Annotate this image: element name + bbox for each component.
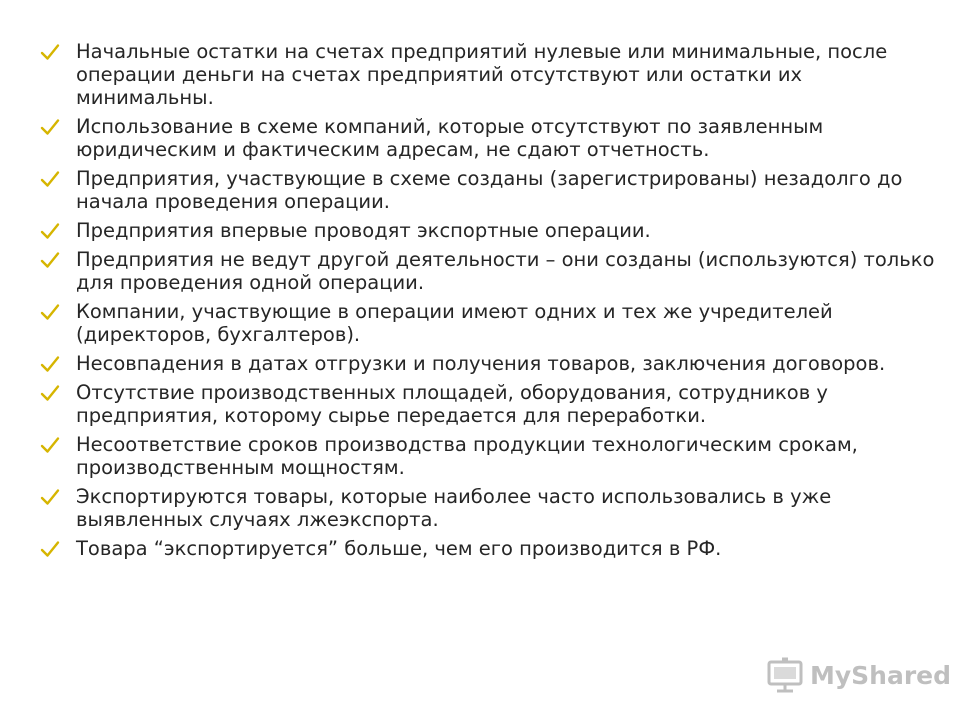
checkmark-icon [40, 42, 60, 62]
bullet-text: Предприятия, участвующие в схеме созданы (зарегистрированы) незадолго до начала проведения операции. [76, 167, 903, 213]
checkmark-icon [40, 221, 60, 241]
bullet-text: Товара “экспортируется” больше, чем его производится в РФ. [76, 537, 722, 560]
bullet-item [40, 433, 935, 479]
bullet-item [40, 485, 935, 531]
bullet-text: Начальные остатки на счетах предприятий нулевые или минимальные, после операции деньги на счетах предприятий отсутствуют или остатки их минимальны. [76, 40, 888, 109]
bullet-list [40, 40, 935, 560]
bullet-text: Отсутствие производственных площадей, оборудования, сотрудников у предприятия, которому сырье передается для переработки. [76, 381, 828, 427]
bullet-text: Использование в схеме компаний, которые отсутствуют по заявленным юридическим и фактическим адресам, не сдают отчетность. [76, 115, 824, 161]
bullet-item [40, 248, 935, 294]
checkmark-icon [40, 302, 60, 322]
watermark [766, 656, 951, 694]
watermark-text: MyShared [810, 660, 952, 690]
bullet-text: Предприятия впервые проводят экспортные операции. [76, 219, 651, 242]
checkmark-icon [40, 435, 60, 455]
checkmark-icon [40, 250, 60, 270]
bullet-item [40, 352, 935, 375]
checkmark-icon [40, 354, 60, 374]
checkmark-icon [40, 487, 60, 507]
bullet-item [40, 300, 935, 346]
presentation-board-icon [766, 656, 804, 694]
bullet-text: Экспортируются товары, которые наиболее часто использовались в уже выявленных случаях лжеэкспорта. [76, 485, 832, 531]
bullet-item [40, 40, 935, 109]
checkmark-icon [40, 539, 60, 559]
bullet-item [40, 219, 935, 242]
bullet-item [40, 167, 935, 213]
checkmark-icon [40, 383, 60, 403]
bullet-text: Несоответствие сроков производства продукции технологическим срокам, производственным мощностям. [76, 433, 858, 479]
bullet-item [40, 115, 935, 161]
bullet-text: Предприятия не ведут другой деятельности – они созданы (используются) только для проведения одной операции. [76, 248, 935, 294]
bullet-text: Несовпадения в датах отгрузки и получения товаров, заключения договоров. [76, 352, 886, 375]
bullet-item [40, 381, 935, 427]
checkmark-icon [40, 117, 60, 137]
bullet-item [40, 537, 935, 560]
bullet-text: Компании, участвующие в операции имеют одних и тех же учредителей (директоров, бухгалтеров). [76, 300, 833, 346]
checkmark-icon [40, 169, 60, 189]
slide-content [40, 40, 935, 566]
